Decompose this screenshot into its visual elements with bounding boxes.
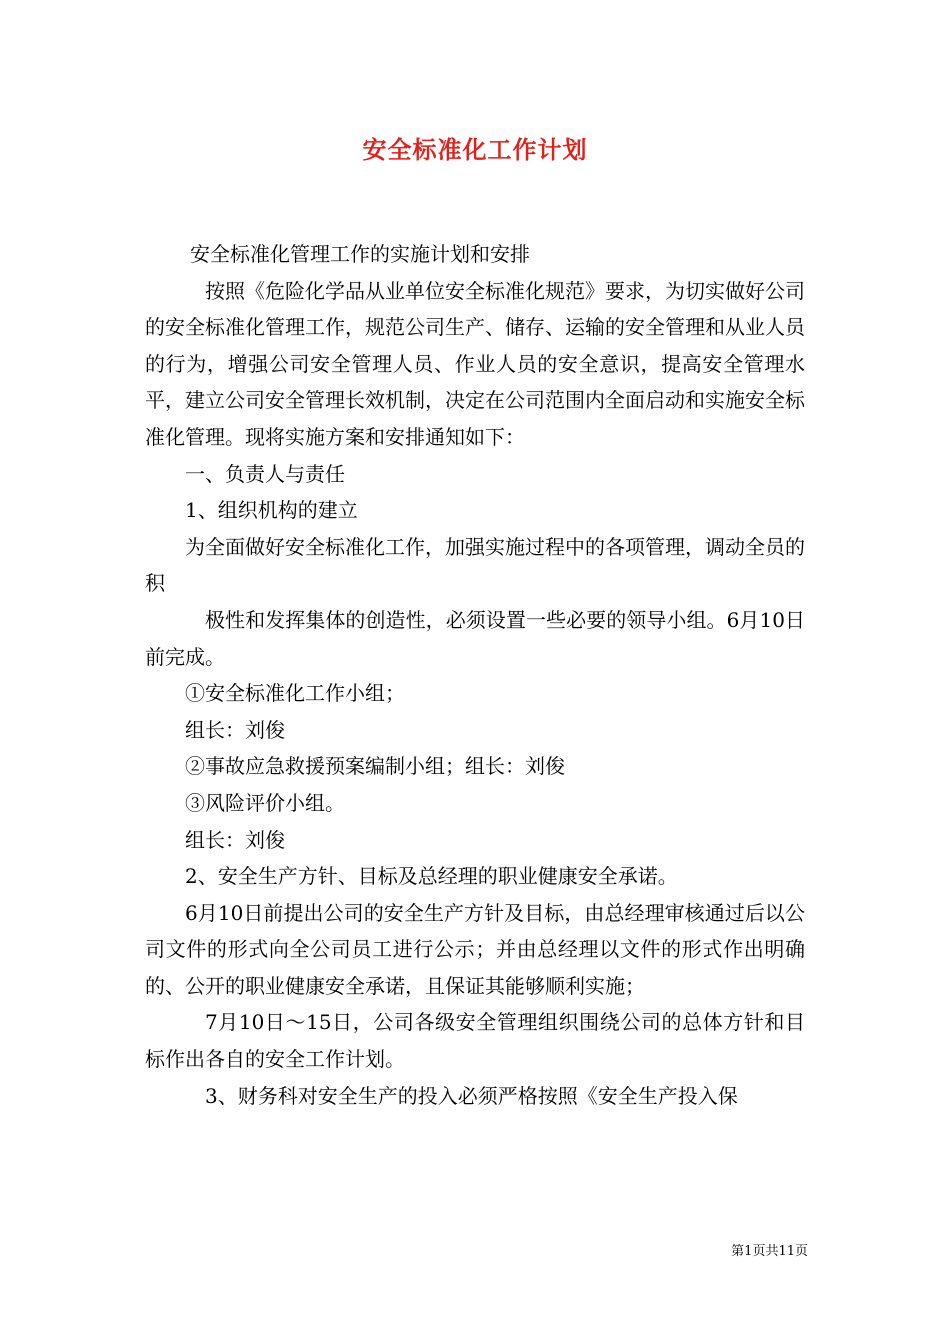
section-heading-1: 一、负责人与责任 (185, 461, 345, 486)
list-item-leader-1: 组长：刘俊 (185, 717, 285, 742)
document-body (145, 236, 805, 1114)
list-item-leader-3: 组长：刘俊 (185, 827, 285, 852)
paragraph-plans: 7月10日～15日，公司各级安全管理组织围绕公司的总体方针和目标作出各自的安全工作计划。 (145, 1010, 805, 1072)
paragraph-organization: 为全面做好安全标准化工作，加强实施过程中的各项管理，调动全员的积 (145, 534, 805, 596)
list-item-group-2: ②事故应急救援预案编制小组；组长：刘俊 (185, 754, 565, 779)
document-title: 安全标准化工作计划 (362, 135, 588, 164)
paragraph-intro: 按照《危险化学品从业单位安全标准化规范》要求，为切实做好公司的安全标准化管理工作，规范公司生产、储存、运输的安全管理和从业人员的行为，增强公司安全管理人员、作业人员的安全意识，提高安全管理水平，建立公司安全管理长效机制，决定在公司范围内全面启动和实施安全标准化管理。现将实施方案和安排通知如下： (145, 278, 805, 449)
list-item-group-1: ①安全标准化工作小组； (185, 681, 405, 706)
subsection-heading-1-3: 3、财务科对安全生产的投入必须严格按照《安全生产投入保 (205, 1083, 738, 1108)
subsection-heading-1-1: 1、组织机构的建立 (185, 498, 358, 523)
subsection-heading-1-2: 2、安全生产方针、目标及总经理的职业健康安全承诺。 (185, 864, 678, 889)
page-number: 第1页共11页 (731, 1244, 808, 1259)
paragraph-organization-cont: 极性和发挥集体的创造性，必须设置一些必要的领导小组。6月10日前完成。 (145, 607, 805, 669)
list-item-group-3: ③风险评价小组。 (185, 790, 345, 815)
paragraph-policy: 6月10日前提出公司的安全生产方针及目标，由总经理审核通过后以公司文件的形式向全公司员工进行公示；并由总经理以文件的形式作出明确的、公开的职业健康安全承诺，且保证其能够顺利实施； (145, 900, 805, 998)
paragraph-subtitle: 安全标准化管理工作的实施计划和安排 (190, 242, 530, 266)
